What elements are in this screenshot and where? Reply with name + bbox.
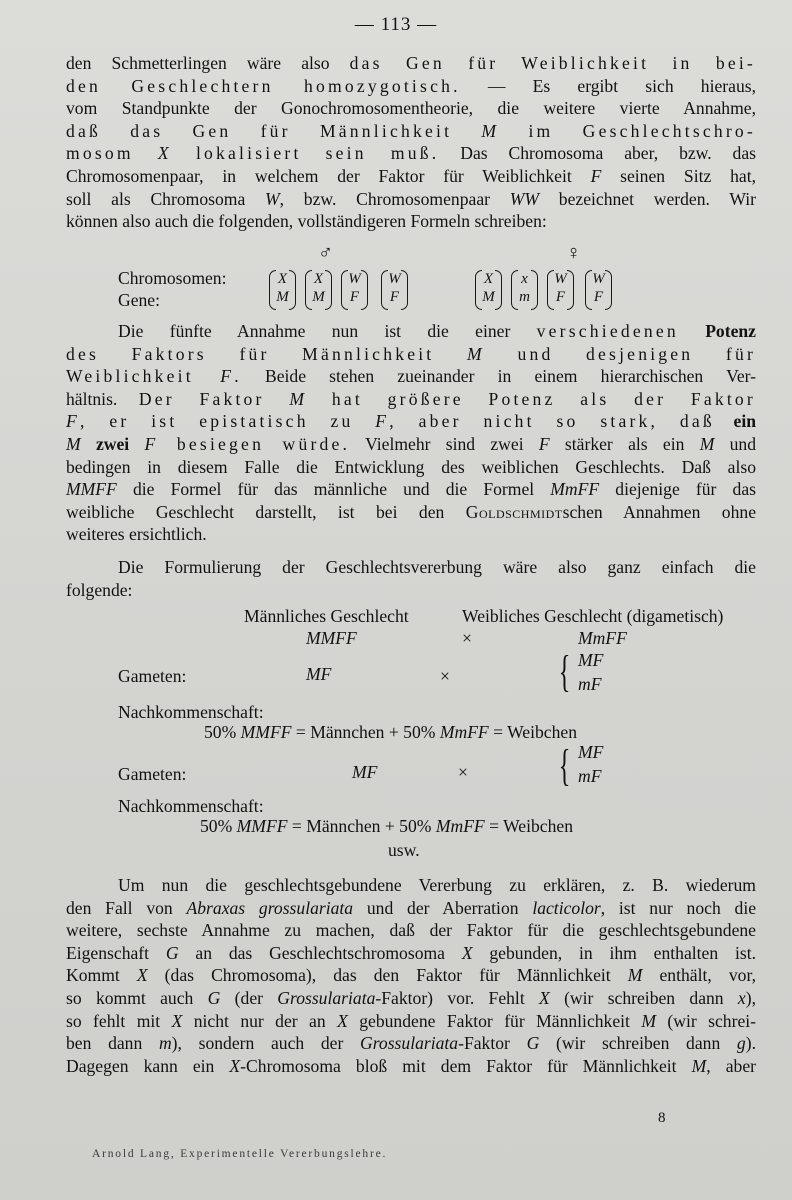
gameten-label: Gameten: bbox=[118, 666, 187, 686]
brace-icon: { bbox=[558, 647, 571, 696]
offspring-label: Nachkommenschaft: bbox=[118, 796, 264, 816]
text-line: weiteres ersichtlich. bbox=[66, 524, 207, 545]
genes-label: Gene: bbox=[118, 290, 161, 310]
text-line: so kommt auch G (der Grossulariata-Faktor) vor. Fehlt X (wir schreiben dann x), bbox=[66, 987, 756, 1008]
female-gamete: MF bbox=[578, 742, 604, 762]
text-line: so fehlt mit X nicht nur der an X gebundene Faktor für Männlichkeit M (wir schrei- bbox=[66, 1010, 756, 1031]
male-chromosome-pair: W F bbox=[344, 270, 365, 308]
female-chromosome-pair: X M bbox=[478, 270, 499, 308]
text-line: daß das Gen für Männlichkeit M im Geschlechtschro- bbox=[66, 120, 756, 141]
male-chromosome-pair: X M bbox=[308, 270, 329, 308]
text-line: soll als Chromosoma W, bzw. Chromosomenpaar WW bezeichnet werden. Wir bbox=[66, 188, 756, 209]
text-line: Dagegen kann ein X-Chromosoma bloß mit dem Faktor für Männlichkeit M, aber bbox=[66, 1055, 756, 1076]
text-line: Die Formulierung der Geschlechtsvererbung wäre also ganz einfach die bbox=[118, 557, 756, 577]
female-chromosome-pair: W F bbox=[588, 270, 609, 308]
paragraph-4 bbox=[66, 874, 756, 1077]
text-line: den Fall von Abraxas grossulariata und der Aberration lacticolor, ist nur noch die bbox=[66, 897, 757, 918]
text-line: Die fünfte Annahme nun ist die einer verschiedenen Potenz bbox=[118, 321, 756, 341]
female-gamete: mF bbox=[578, 766, 602, 786]
offspring-line: 50% MMFF = Männchen + 50% MmFF = Weibchen bbox=[204, 722, 577, 742]
text-line: weibliche Geschlecht darstellt, ist bei den Goldschmidtschen Annahmen ohne bbox=[66, 501, 756, 522]
female-formula: MmFF bbox=[578, 628, 627, 648]
paragraph-2 bbox=[66, 320, 756, 546]
paragraph-3 bbox=[66, 556, 756, 601]
female-sex-heading: Weibliches Geschlecht (digametisch) bbox=[462, 606, 724, 626]
female-symbol-icon: ♀ bbox=[566, 242, 581, 264]
brace-icon: { bbox=[558, 741, 571, 790]
male-chromosome-pair: W F bbox=[384, 270, 405, 308]
text-line: weitere, sechste Annahme zu machen, daß der Faktor für die geschlechtsgebundene bbox=[66, 920, 756, 941]
text-line: Chromosomenpaar, in welchem der Faktor für Weiblichkeit F seinen Sitz hat, bbox=[66, 165, 756, 186]
text-line: den Schmetterlingen wäre also das Gen für Weiblichkeit in bei- bbox=[66, 53, 756, 73]
male-sex-heading: Männliches Geschlecht bbox=[244, 606, 409, 626]
male-formula: MMFF bbox=[306, 628, 357, 648]
offspring-line: 50% MMFF = Männchen + 50% MmFF = Weibchen bbox=[200, 816, 573, 836]
chromosomes-label: Chromosomen: bbox=[118, 268, 227, 288]
gameten-label: Gameten: bbox=[118, 764, 187, 784]
text-line: folgende: bbox=[66, 579, 133, 600]
male-symbol-icon: ♂ bbox=[318, 242, 333, 264]
female-chromosome-pair: x m bbox=[514, 270, 535, 308]
text-line: können also auch die folgenden, vollständigeren Formeln schreiben: bbox=[66, 211, 547, 232]
text-line: ben dann m), sondern auch der Grossulariata-Faktor G (wir schreiben dann g). bbox=[66, 1033, 756, 1054]
sheet-number: 8 bbox=[658, 1110, 666, 1126]
text-line: bedingen in diesem Falle die Entwicklung des weiblichen Geschlechts. Daß also bbox=[66, 456, 756, 477]
male-gamete: MF bbox=[352, 762, 378, 782]
male-gamete: MF bbox=[306, 664, 332, 684]
female-gamete: mF bbox=[578, 674, 602, 694]
page-number: — 113 — bbox=[354, 14, 438, 35]
paragraph-1 bbox=[66, 52, 756, 233]
text-line: F, er ist epistatisch zu F, aber nicht so stark, daß ein bbox=[66, 411, 757, 432]
text-line: Weiblichkeit F. Beide stehen zueinander in einem hierarchischen Ver- bbox=[66, 366, 756, 387]
text-line: mosom X lokalisiert sein muß. Das Chromosoma aber, bzw. das bbox=[66, 143, 756, 164]
text-line: MMFF die Formel für das männliche und die Formel MmFF diejenige für das bbox=[66, 479, 756, 500]
offspring-label: Nachkommenschaft: bbox=[118, 702, 264, 722]
text-line: hältnis. Der Faktor M hat größere Potenz als der Faktor bbox=[66, 388, 756, 409]
continuation-usw: usw. bbox=[388, 840, 420, 860]
cross-symbol: × bbox=[462, 628, 472, 648]
text-line: M zwei F besiegen würde. Vielmehr sind zwei F stärker als ein M und bbox=[66, 433, 757, 454]
footer-signature: Arnold Lang, Experimentelle Vererbungslehre. bbox=[92, 1148, 388, 1160]
female-gamete: MF bbox=[578, 650, 604, 670]
text-line: Um nun die geschlechtsgebundene Vererbung zu erklären, z. B. wiederum bbox=[118, 875, 756, 895]
cross-symbol: × bbox=[458, 762, 468, 782]
text-line: den Geschlechtern homozygotisch. — Es ergibt sich hieraus, bbox=[66, 75, 757, 96]
cross-symbol: × bbox=[440, 666, 450, 686]
male-chromosome-pair: X M bbox=[272, 270, 293, 308]
text-line: des Faktors für Männlichkeit M und desjenigen für bbox=[66, 343, 757, 364]
text-line: Eigenschaft G an das Geschlechtschromosoma X gebunden, in ihm enthalten ist. bbox=[66, 942, 756, 963]
text-line: Kommt X (das Chromosoma), das den Faktor für Männlichkeit M enthält, vor, bbox=[66, 965, 756, 986]
text-line: vom Standpunkte der Gonochromosomentheorie, die weitere vierte Annahme, bbox=[66, 98, 756, 119]
female-chromosome-pair: W F bbox=[550, 270, 571, 308]
